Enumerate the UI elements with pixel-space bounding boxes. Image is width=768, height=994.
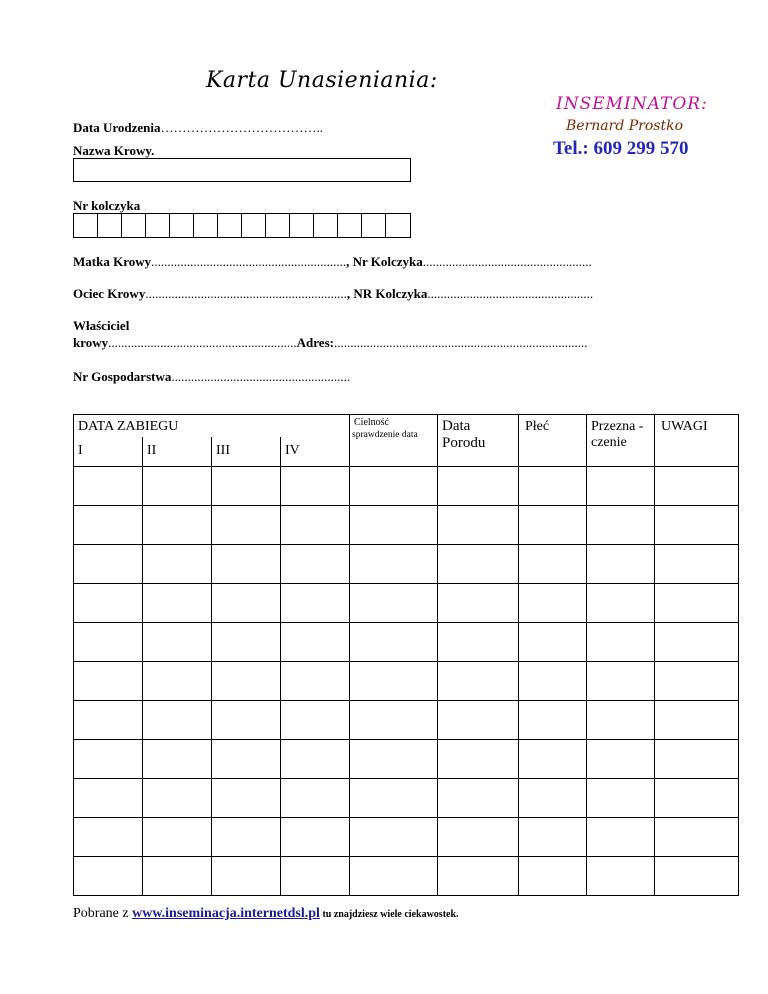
table-cell[interactable]	[655, 584, 739, 623]
father-label: Ociec Krowy	[73, 286, 146, 301]
table-cell[interactable]	[212, 584, 281, 623]
data-porodu-header	[438, 415, 519, 467]
table-row	[74, 545, 739, 584]
table-cell[interactable]	[143, 857, 212, 896]
phone-number: Tel.: 609 299 570	[553, 138, 689, 159]
table-cell[interactable]	[74, 818, 143, 857]
footer-prefix: Pobrane z	[73, 906, 133, 921]
table-row	[74, 701, 739, 740]
table-cell[interactable]	[519, 584, 587, 623]
table-row	[74, 467, 739, 506]
table-cell[interactable]	[143, 545, 212, 584]
table-cell[interactable]	[587, 818, 655, 857]
table-cell[interactable]	[212, 740, 281, 779]
table-cell[interactable]	[212, 818, 281, 857]
table-row	[74, 818, 739, 857]
table-cell[interactable]	[438, 740, 519, 779]
table-cell[interactable]	[350, 779, 438, 818]
cielnosc-header	[350, 415, 438, 467]
table-cell[interactable]	[281, 584, 350, 623]
table-cell[interactable]	[655, 662, 739, 701]
table-cell[interactable]	[281, 740, 350, 779]
document-title: Karta Unasieniania:	[206, 68, 438, 93]
father-tag-label: , NR Kolczyka	[346, 286, 428, 301]
table-cell[interactable]	[74, 662, 143, 701]
przeznaczenie-label-2: czenie	[591, 435, 627, 450]
table-cell[interactable]	[143, 506, 212, 545]
col-iii-header: III	[212, 437, 281, 467]
mother-dots: ............................................................	[151, 254, 347, 269]
table-cell[interactable]	[350, 584, 438, 623]
table-cell[interactable]	[212, 467, 281, 506]
table-cell[interactable]	[587, 740, 655, 779]
table-cell[interactable]	[281, 545, 350, 584]
table-cell[interactable]	[74, 467, 143, 506]
table-cell[interactable]	[350, 857, 438, 896]
table-cell[interactable]	[519, 506, 587, 545]
table-cell[interactable]	[143, 779, 212, 818]
table-cell[interactable]	[143, 623, 212, 662]
table-cell[interactable]	[438, 545, 519, 584]
table-cell[interactable]	[281, 818, 350, 857]
table-cell[interactable]	[519, 662, 587, 701]
przeznaczenie-label-1: Przezna -	[591, 419, 644, 434]
footer	[73, 906, 459, 922]
table-cell[interactable]	[655, 467, 739, 506]
table-cell[interactable]	[438, 662, 519, 701]
cielnosc-sub-label: sprawdzenie data	[352, 430, 418, 440]
owner-dots: ..........................................................	[108, 335, 297, 350]
table-cell[interactable]	[587, 467, 655, 506]
farm-dots: .......................................................	[171, 369, 351, 384]
table-cell[interactable]	[350, 818, 438, 857]
table-cell[interactable]	[655, 740, 739, 779]
table-cell[interactable]	[212, 779, 281, 818]
table-cell[interactable]	[350, 662, 438, 701]
footer-suffix: tu znajdziesz wiele ciekawostek.	[319, 909, 459, 920]
inseminator-label: INSEMINATOR:	[556, 94, 708, 114]
table-cell[interactable]	[655, 818, 739, 857]
table-cell[interactable]	[587, 584, 655, 623]
table-cell[interactable]	[587, 623, 655, 662]
table-cell[interactable]	[212, 545, 281, 584]
birth-date-dots: ………………………………..	[160, 120, 324, 135]
mother-tag-label: , Nr Kolczyka	[346, 254, 423, 269]
table-cell[interactable]	[438, 818, 519, 857]
table-cell[interactable]	[350, 506, 438, 545]
table-cell[interactable]	[519, 467, 587, 506]
przeznaczenie-header	[587, 415, 655, 467]
table-row	[74, 584, 739, 623]
table-cell[interactable]	[438, 506, 519, 545]
table-cell[interactable]	[655, 779, 739, 818]
table-cell[interactable]	[438, 623, 519, 662]
cielnosc-label: Cielność	[354, 417, 389, 428]
table-cell[interactable]	[587, 857, 655, 896]
table-cell[interactable]	[655, 506, 739, 545]
table-cell[interactable]	[655, 545, 739, 584]
table-cell[interactable]	[281, 623, 350, 662]
data-porodu-label-1: Data	[442, 418, 471, 434]
table-cell[interactable]	[74, 623, 143, 662]
col-i-header: I	[74, 437, 143, 467]
table-row	[74, 662, 739, 701]
table-cell[interactable]	[350, 740, 438, 779]
mother-tag-dots: ....................................................	[422, 254, 592, 269]
insemination-table	[73, 414, 739, 896]
table-cell[interactable]	[143, 818, 212, 857]
table-cell[interactable]	[281, 662, 350, 701]
table-cell[interactable]	[74, 740, 143, 779]
father-dots: ..............................................................	[145, 286, 347, 301]
table-row	[74, 506, 739, 545]
table-cell[interactable]	[212, 662, 281, 701]
table-cell[interactable]	[587, 545, 655, 584]
table-cell[interactable]	[655, 857, 739, 896]
footer-link[interactable]: www.inseminacja.internetdsl.pl	[132, 906, 320, 921]
table-cell[interactable]	[281, 701, 350, 740]
table-cell[interactable]	[350, 467, 438, 506]
tag-number-label: Nr kolczyka	[73, 198, 141, 213]
address-label: Adres:	[296, 335, 334, 350]
inseminator-name: Bernard Prostko	[566, 118, 683, 134]
data-zabiegu-header: DATA ZABIEGU	[74, 415, 350, 437]
table-cell[interactable]	[74, 584, 143, 623]
table-cell[interactable]	[655, 701, 739, 740]
table-cell[interactable]	[143, 740, 212, 779]
table-cell[interactable]	[519, 740, 587, 779]
tag-number-cells[interactable]	[73, 213, 411, 238]
data-porodu-label-2: Porodu	[442, 435, 486, 451]
table-cell[interactable]	[350, 623, 438, 662]
table-cell[interactable]	[281, 467, 350, 506]
table-cell[interactable]	[519, 545, 587, 584]
table-row	[74, 857, 739, 896]
table-cell[interactable]	[519, 779, 587, 818]
birth-date-field	[73, 120, 323, 136]
table-cell[interactable]	[438, 779, 519, 818]
table-cell[interactable]	[587, 779, 655, 818]
table-cell[interactable]	[587, 662, 655, 701]
table-cell[interactable]	[74, 779, 143, 818]
table-cell[interactable]	[74, 506, 143, 545]
table-cell[interactable]	[143, 662, 212, 701]
table-cell[interactable]	[438, 857, 519, 896]
table-cell[interactable]	[143, 467, 212, 506]
farm-label: Nr Gospodarstwa	[73, 369, 172, 384]
father-field	[73, 286, 593, 302]
table-cell[interactable]	[212, 506, 281, 545]
table-cell[interactable]	[587, 701, 655, 740]
table-cell[interactable]	[74, 701, 143, 740]
table-cell[interactable]	[281, 779, 350, 818]
table-cell[interactable]	[143, 701, 212, 740]
table-cell[interactable]	[438, 584, 519, 623]
col-iv-header: IV	[281, 437, 350, 467]
plec-header: Płeć	[519, 415, 587, 467]
table-cell[interactable]	[519, 701, 587, 740]
birth-date-label: Data Urodzenia	[73, 120, 161, 135]
table-cell[interactable]	[74, 857, 143, 896]
address-dots: ..............................................................................	[333, 335, 588, 350]
table-cell[interactable]	[519, 623, 587, 662]
table-cell[interactable]	[587, 506, 655, 545]
table-cell[interactable]	[438, 467, 519, 506]
table-cell[interactable]	[350, 545, 438, 584]
table-cell[interactable]	[212, 857, 281, 896]
table-cell[interactable]	[519, 818, 587, 857]
col-ii-header: II	[143, 437, 212, 467]
mother-field	[73, 254, 592, 270]
table-cell[interactable]	[519, 857, 587, 896]
table-cell[interactable]	[212, 623, 281, 662]
owner-label-line1: Właściciel	[73, 318, 130, 333]
uwagi-header: UWAGI	[655, 415, 739, 467]
table-cell[interactable]	[281, 857, 350, 896]
table-cell[interactable]	[350, 701, 438, 740]
table-row	[74, 779, 739, 818]
table-cell[interactable]	[281, 506, 350, 545]
cow-name-label: Nazwa Krowy.	[73, 143, 155, 158]
table-row	[74, 740, 739, 779]
owner-field	[73, 335, 587, 351]
cow-name-input-box[interactable]	[73, 158, 411, 182]
mother-label: Matka Krowy	[73, 254, 152, 269]
owner-label-line2: krowy	[73, 335, 109, 350]
table-cell[interactable]	[143, 584, 212, 623]
table-cell[interactable]	[655, 623, 739, 662]
table-cell[interactable]	[212, 701, 281, 740]
table-row	[74, 623, 739, 662]
table-cell[interactable]	[74, 545, 143, 584]
farm-field	[73, 369, 350, 385]
table-cell[interactable]	[438, 701, 519, 740]
father-tag-dots: ...................................................	[427, 286, 594, 301]
